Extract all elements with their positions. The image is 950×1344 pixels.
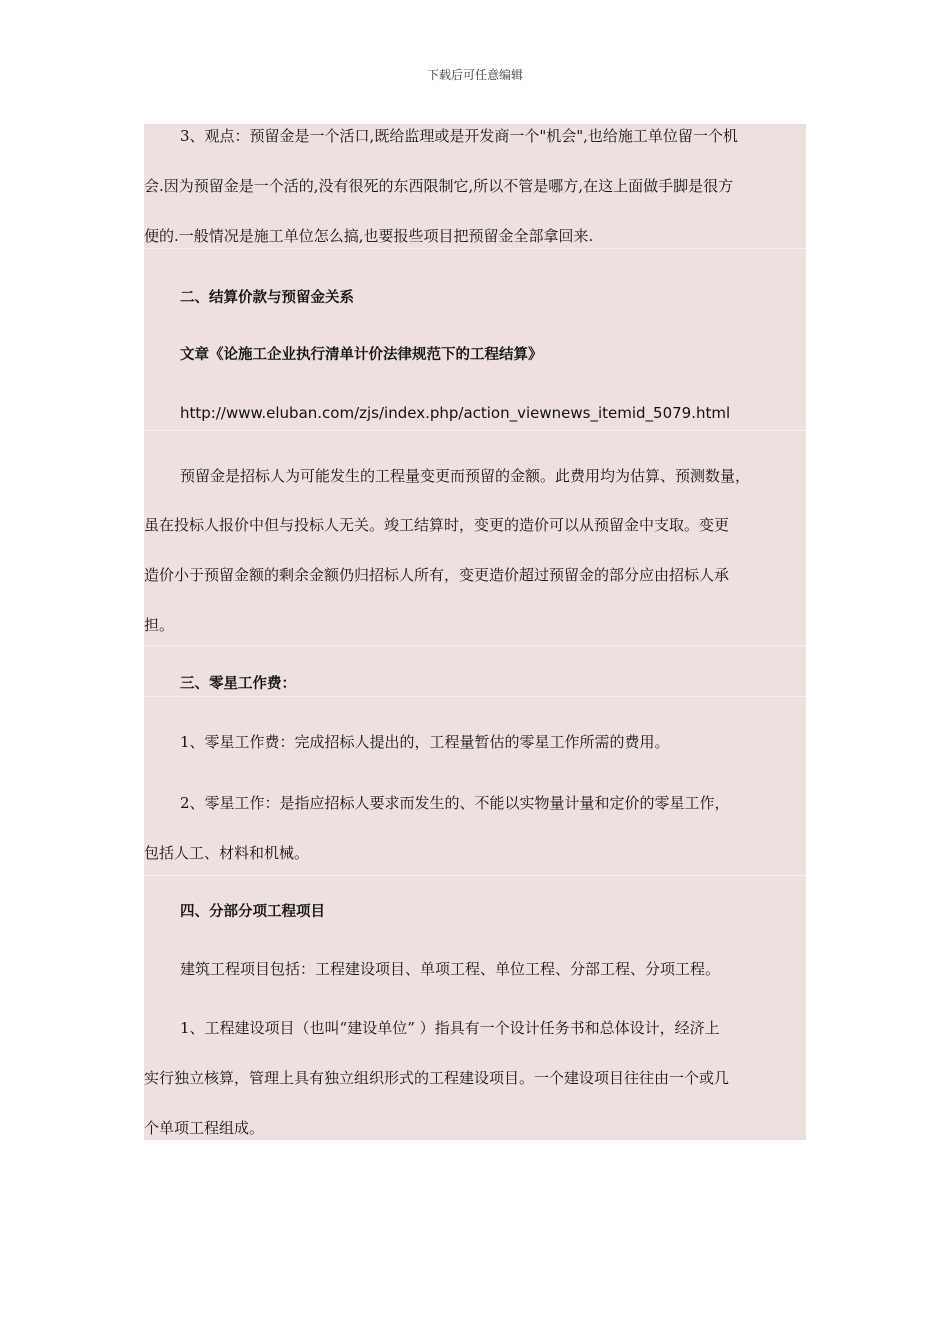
paragraph-line: 个单项工程组成。: [144, 1119, 265, 1137]
paragraph-line: 便的.一般情况是施工单位怎么搞,也要报些项目把预留金全部拿回来.: [144, 227, 594, 245]
reference-url[interactable]: http://www.eluban.com/zjs/index.php/action_viewnews_itemid_5079.html: [180, 404, 731, 422]
section-heading: 三、零星工作费：: [180, 676, 296, 692]
paragraph-line: 2、零星工作：是指应招标人要求而发生的、不能以实物量计量和定价的零星工作，: [180, 794, 730, 812]
divider: [144, 248, 806, 249]
divider: [144, 696, 806, 697]
divider: [144, 645, 806, 646]
article-title: 文章《论施工企业执行清单计价法律规范下的工程结算》: [180, 347, 543, 363]
paragraph-line: 3、观点：预留金是一个活口,既给监理或是开发商一个"机会",也给施工单位留一个机: [180, 127, 738, 145]
paragraph-line: 1、工程建设项目（也叫“建设单位” ）指具有一个设计任务书和总体设计，经济上: [180, 1019, 720, 1037]
paragraph-line: 包括人工、材料和机械。: [144, 844, 310, 862]
divider: [144, 430, 806, 431]
section-heading: 四、分部分项工程项目: [180, 904, 325, 920]
paragraph-line: 建筑工程项目包括：工程建设项目、单项工程、单位工程、分部工程、分项工程。: [180, 960, 721, 978]
paragraph-line: 虽在投标人报价中但与投标人无关。竣工结算时，变更的造价可以从预留金中支取。变更: [144, 516, 730, 534]
paragraph-line: 造价小于预留金额的剩余金额仍归招标人所有，变更造价超过预留金的部分应由招标人承: [144, 566, 730, 584]
paragraph-line: 担。: [144, 616, 175, 634]
paragraph-line: 预留金是招标人为可能发生的工程量变更而预留的金额。此费用均为估算、预测数量，: [180, 467, 751, 485]
section-heading: 二、结算价款与预留金关系: [180, 290, 354, 306]
page-header-note: 下载后可任意编辑: [426, 68, 523, 82]
paragraph-line: 实行独立核算，管理上具有独立组织形式的工程建设项目。一个建设项目往往由一个或几: [144, 1069, 730, 1087]
divider: [144, 875, 806, 876]
paragraph-line: 1、零星工作费：完成招标人提出的，工程量暂估的零星工作所需的费用。: [180, 733, 670, 751]
paragraph-line: 会.因为预留金是一个活的,没有很死的东西限制它,所以不管是哪方,在这上面做手脚是很方: [144, 177, 734, 195]
